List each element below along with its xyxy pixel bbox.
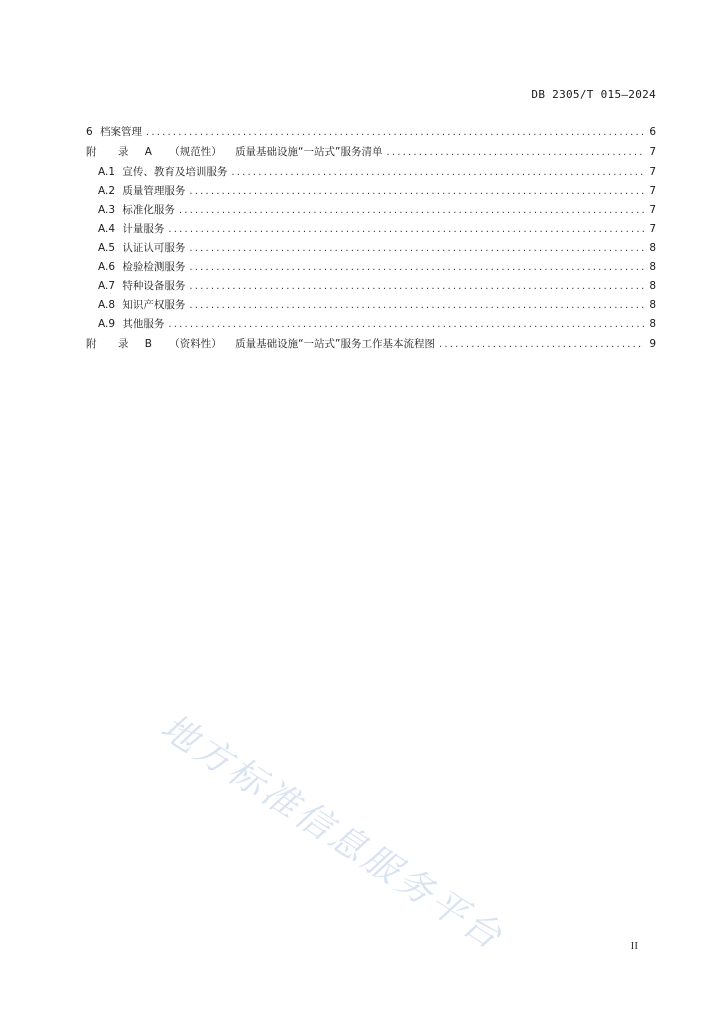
toc-entry-a2[interactable]	[86, 182, 656, 201]
toc-entry-number: A.3	[98, 204, 116, 216]
toc-page-number: 9	[649, 338, 656, 350]
toc-entry-title: 计量服务	[122, 223, 165, 235]
toc-page-number: 8	[649, 318, 656, 330]
toc-entry-label	[98, 220, 164, 238]
toc-entry-title: 质量管理服务	[122, 185, 186, 197]
footer-page-number: II	[630, 940, 638, 952]
toc-entry-label	[86, 123, 142, 141]
toc-page-number: 6	[649, 126, 656, 138]
toc-leader-dots	[189, 297, 644, 315]
toc-entry-a8[interactable]	[86, 296, 656, 315]
toc-entry-a4[interactable]	[86, 220, 656, 239]
toc-leader-dots	[439, 335, 644, 355]
toc-entry-number: A.9	[98, 318, 116, 330]
toc-entry-title: 标准化服务	[122, 204, 175, 216]
toc-entry-label	[98, 239, 185, 257]
toc-entry-label	[98, 258, 185, 276]
toc-entry-section-6[interactable]	[86, 123, 656, 142]
toc-page-number: 8	[649, 280, 656, 292]
toc-leader-dots	[168, 316, 644, 334]
toc-entry-number: A.8	[98, 299, 116, 311]
toc-entry-a3[interactable]	[86, 201, 656, 220]
toc-entry-label	[98, 277, 185, 295]
toc-entry-title: 认证认可服务	[122, 242, 186, 254]
toc-entry-a9[interactable]	[86, 315, 656, 334]
toc-entry-label	[98, 201, 175, 219]
toc-entry-number: A.6	[98, 261, 116, 273]
toc-entry-title: 质量基础设施“一站式”服务清单	[235, 146, 383, 158]
toc-entry-appendix-b[interactable]	[86, 334, 656, 355]
toc-page-number: 7	[649, 204, 656, 216]
toc-leader-dots	[146, 124, 644, 142]
toc-entry-title: 特种设备服务	[122, 280, 186, 292]
toc-entry-label	[98, 315, 164, 333]
toc-page-number: 7	[649, 185, 656, 197]
toc-entry-title: 宣传、教育及培训服务	[122, 166, 228, 178]
watermark-text: 地方标准信息服务平台	[153, 706, 512, 959]
toc-entry-number: A.7	[98, 280, 116, 292]
toc-entry-a6[interactable]	[86, 258, 656, 277]
appendix-letter: B	[144, 338, 152, 350]
toc-entry-label	[98, 182, 185, 200]
toc-entry-title: 检验检测服务	[122, 261, 186, 273]
toc-page-number: 8	[649, 242, 656, 254]
toc-page-number: 8	[649, 261, 656, 273]
table-of-contents	[86, 123, 656, 355]
toc-entry-label	[98, 163, 227, 181]
toc-entry-number: A.2	[98, 185, 116, 197]
toc-page-number: 7	[649, 166, 656, 178]
toc-leader-dots	[189, 278, 644, 296]
toc-leader-dots	[189, 240, 644, 258]
toc-leader-dots	[386, 143, 644, 163]
toc-entry-label	[86, 142, 382, 162]
toc-entry-number: A.4	[98, 223, 116, 235]
toc-entry-appendix-a[interactable]	[86, 142, 656, 163]
toc-page-number: 7	[649, 223, 656, 235]
toc-entry-title: 知识产权服务	[122, 299, 186, 311]
toc-entry-a7[interactable]	[86, 277, 656, 296]
appendix-letter: A	[144, 146, 152, 158]
appendix-kind: （规范性）	[169, 146, 222, 158]
toc-leader-dots	[231, 164, 644, 182]
toc-leader-dots	[179, 202, 644, 220]
toc-entry-number: A.1	[98, 166, 116, 178]
toc-leader-dots	[168, 221, 644, 239]
toc-leader-dots	[189, 183, 644, 201]
document-code: DB 2305/T 015—2024	[531, 88, 656, 101]
appendix-word: 附 录	[86, 146, 138, 158]
toc-entry-a1[interactable]	[86, 163, 656, 182]
toc-entry-number: 6	[86, 126, 93, 138]
toc-entry-a5[interactable]	[86, 239, 656, 258]
toc-entry-title: 其他服务	[122, 318, 165, 330]
toc-entry-number: A.5	[98, 242, 116, 254]
appendix-word: 附 录	[86, 338, 138, 350]
toc-entry-label	[98, 296, 185, 314]
toc-page-number: 7	[649, 146, 656, 158]
toc-page-number: 8	[649, 299, 656, 311]
toc-entry-title: 质量基础设施“一站式”服务工作基本流程图	[235, 338, 435, 350]
toc-leader-dots	[189, 259, 644, 277]
appendix-kind: （资料性）	[169, 338, 222, 350]
toc-entry-label	[86, 334, 435, 354]
toc-entry-title: 档案管理	[100, 126, 143, 138]
